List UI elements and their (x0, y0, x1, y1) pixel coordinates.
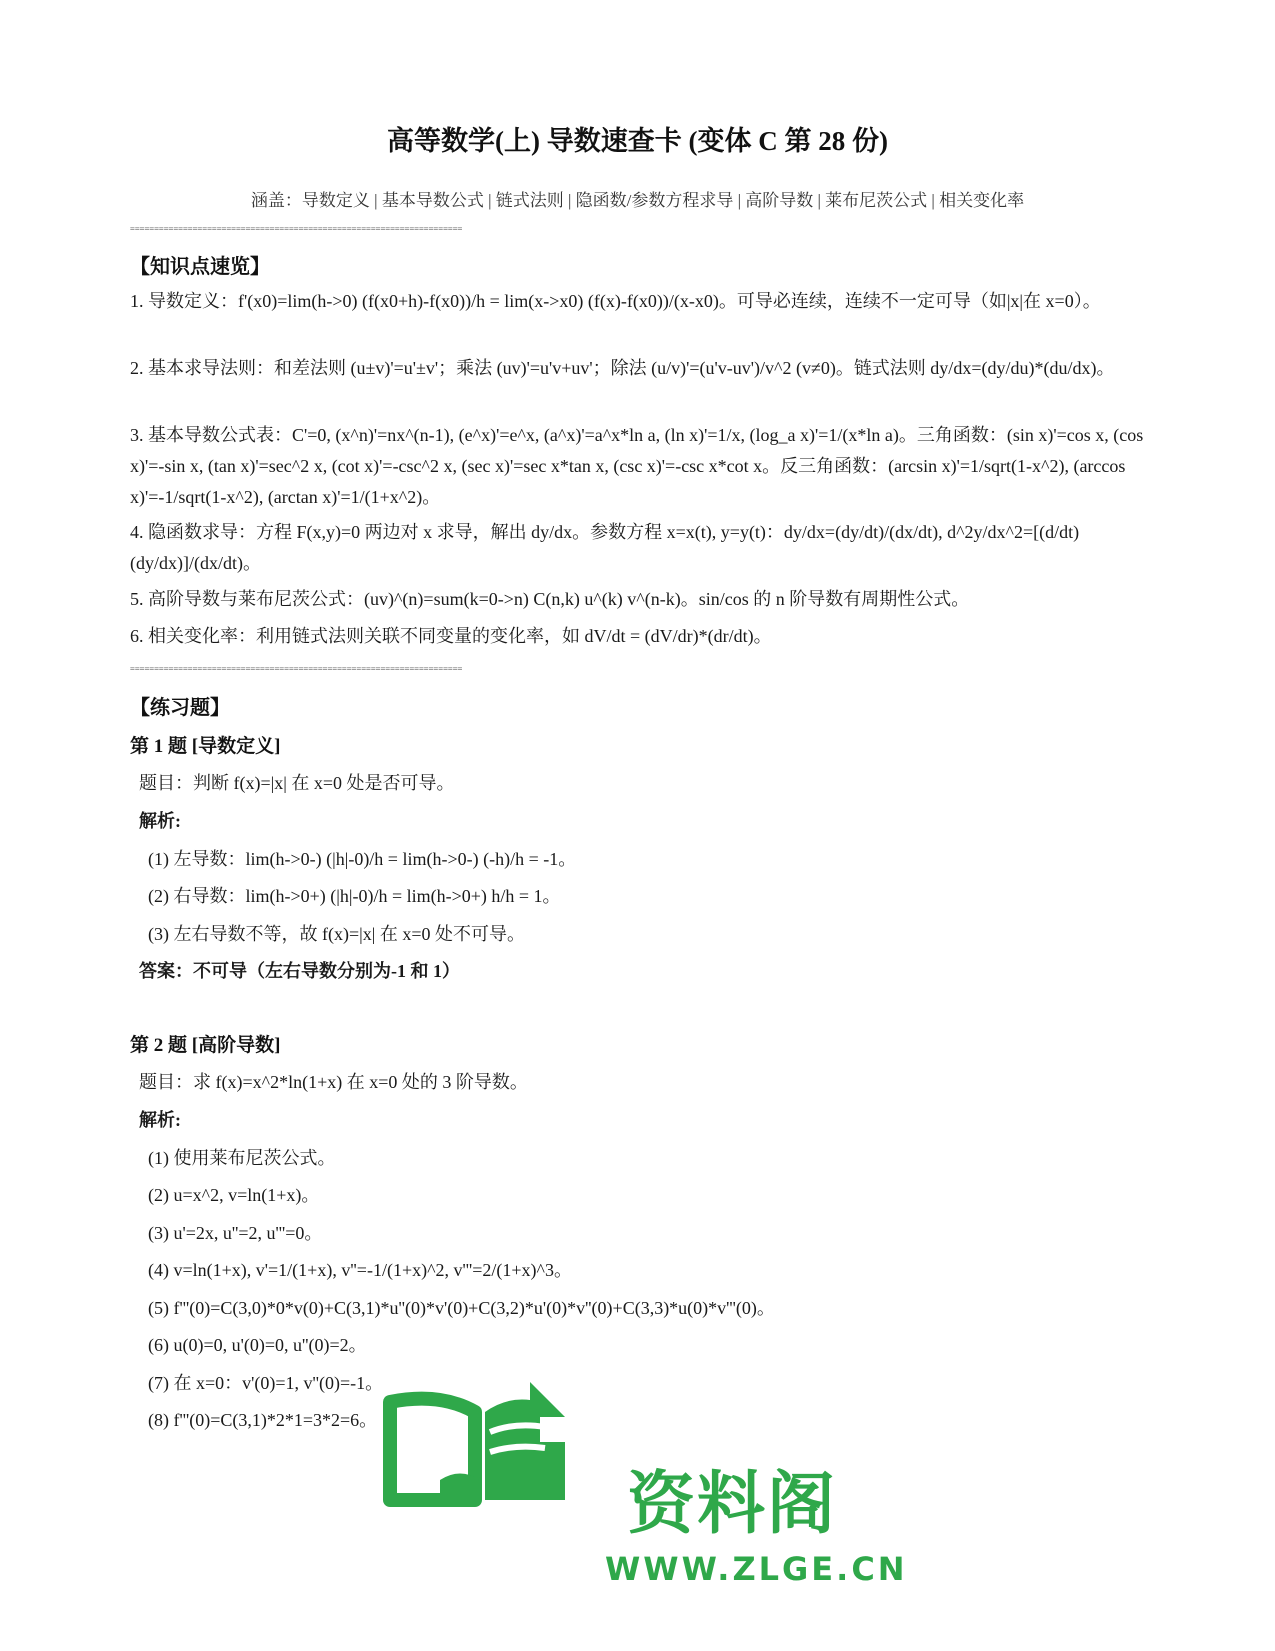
analysis-label: 解析: (139, 811, 181, 831)
knowledge-item: 5. 高阶导数与莱布尼茨公式：(uv)^(n)=sum(k=0->n) C(n,k) u^(k) v^(n-k)。sin/cos 的 n 阶导数有周期性公式。 (130, 589, 970, 609)
watermark-brand-name: 资料阁 (627, 1465, 838, 1544)
solution-step: (2) 右导数：lim(h->0+) (|h|-0)/h = lim(h->0+) h/h = 1。 (148, 886, 561, 906)
solution-step: (3) 左右导数不等，故 f(x)=|x| 在 x=0 处不可导。 (148, 924, 525, 944)
knowledge-item: 1. 导数定义：f'(x0)=lim(h->0) (f(x0+h)-f(x0))/h = lim(x->x0) (f(x)-f(x0))/(x-x0)。可导必连续，连续不一定可导（如|x|在 x=0）。 (130, 291, 1101, 311)
solution-step: (6) u(0)=0, u'(0)=0, u''(0)=2。 (148, 1335, 367, 1355)
question-title: 第 2 题 [高阶导数] (130, 1035, 281, 1056)
answer-text: 答案：不可导（左右导数分别为-1 和 1） (139, 961, 460, 981)
solution-step: (7) 在 x=0：v'(0)=1, v''(0)=-1。 (148, 1373, 384, 1393)
solution-step: (1) 左导数：lim(h->0-) (|h|-0)/h = lim(h->0-) (-h)/h = -1。 (148, 849, 577, 869)
section-heading-practice: 【练习题】 (130, 697, 230, 719)
question-stem: 题目：判断 f(x)=|x| 在 x=0 处是否可导。 (139, 773, 455, 793)
open-book-icon (380, 1372, 580, 1512)
watermark-url: WWW.ZLGE.CN (605, 1550, 908, 1588)
knowledge-item: 6. 相关变化率：利用链式法则关联不同变量的变化率，如 dV/dt = (dV/dr)*(dr/dt)。 (130, 626, 772, 646)
solution-step: (2) u=x^2, v=ln(1+x)。 (148, 1185, 320, 1205)
analysis-label: 解析: (139, 1110, 181, 1130)
solution-step: (4) v=ln(1+x), v'=1/(1+x), v''=-1/(1+x)^2, v'''=2/(1+x)^3。 (148, 1260, 573, 1280)
page-subtitle: 涵盖：导数定义 | 基本导数公式 | 链式法则 | 隐函数/参数方程求导 | 高阶导数 | 莱布尼茨公式 | 相关变化率 (250, 191, 1025, 210)
divider-rule: ===================================================================== (130, 224, 463, 233)
solution-step: (8) f'''(0)=C(3,1)*2*1=3*2=6。 (148, 1410, 378, 1430)
solution-step: (1) 使用莱布尼茨公式。 (148, 1148, 336, 1168)
question-stem: 题目：求 f(x)=x^2*ln(1+x) 在 x=0 处的 3 阶导数。 (139, 1072, 528, 1092)
section-heading-knowledge: 【知识点速览】 (130, 256, 270, 278)
divider-rule: ===================================================================== (130, 664, 463, 673)
knowledge-item: 4. 隐函数求导：方程 F(x,y)=0 两边对 x 求导，解出 dy/dx。参数方程 x=x(t), y=y(t)：dy/dx=(dy/dt)/(dx/dt), d^2y/dx^2=[(d/dt)(dy/dx)]/(dx/dt)。 (130, 522, 1080, 573)
solution-step: (3) u'=2x, u''=2, u'''=0。 (148, 1223, 323, 1243)
knowledge-item: 2. 基本求导法则：和差法则 (u±v)'=u'±v'；乘法 (uv)'=u'v+uv'；除法 (u/v)'=(u'v-uv')/v^2 (v≠0)。链式法则 dy/dx=(dy/du)*(du/dx)。 (130, 358, 1115, 378)
question-title: 第 1 题 [导数定义] (130, 736, 281, 757)
solution-step: (5) f'''(0)=C(3,0)*0*v(0)+C(3,1)*u''(0)*v'(0)+C(3,2)*u'(0)*v''(0)+C(3,3)*u(0)*v'''(0)。 (148, 1298, 775, 1318)
page-title: 高等数学(上) 导数速查卡 (变体 C 第 28 份) (387, 126, 888, 156)
knowledge-item: 3. 基本导数公式表：C'=0, (x^n)'=nx^(n-1), (e^x)'=e^x, (a^x)'=a^x*ln a, (ln x)'=1/x, (log_a x)'=1/(x*ln a)。三角函数：(sin x)'=cos x, (cos x)'=-sin x, (tan x)'=sec^2 x, (cot x)'=-csc^2 x, (sec x)'=sec x*tan x, (csc x)'=-csc x*cot x。反三角函数：(arcsin x)'=1/sqrt(1-x^2), (arccos x)'=-1/sqrt(1-x^2), (arctan x)'=1/(1+x^2)。 (130, 425, 1144, 507)
